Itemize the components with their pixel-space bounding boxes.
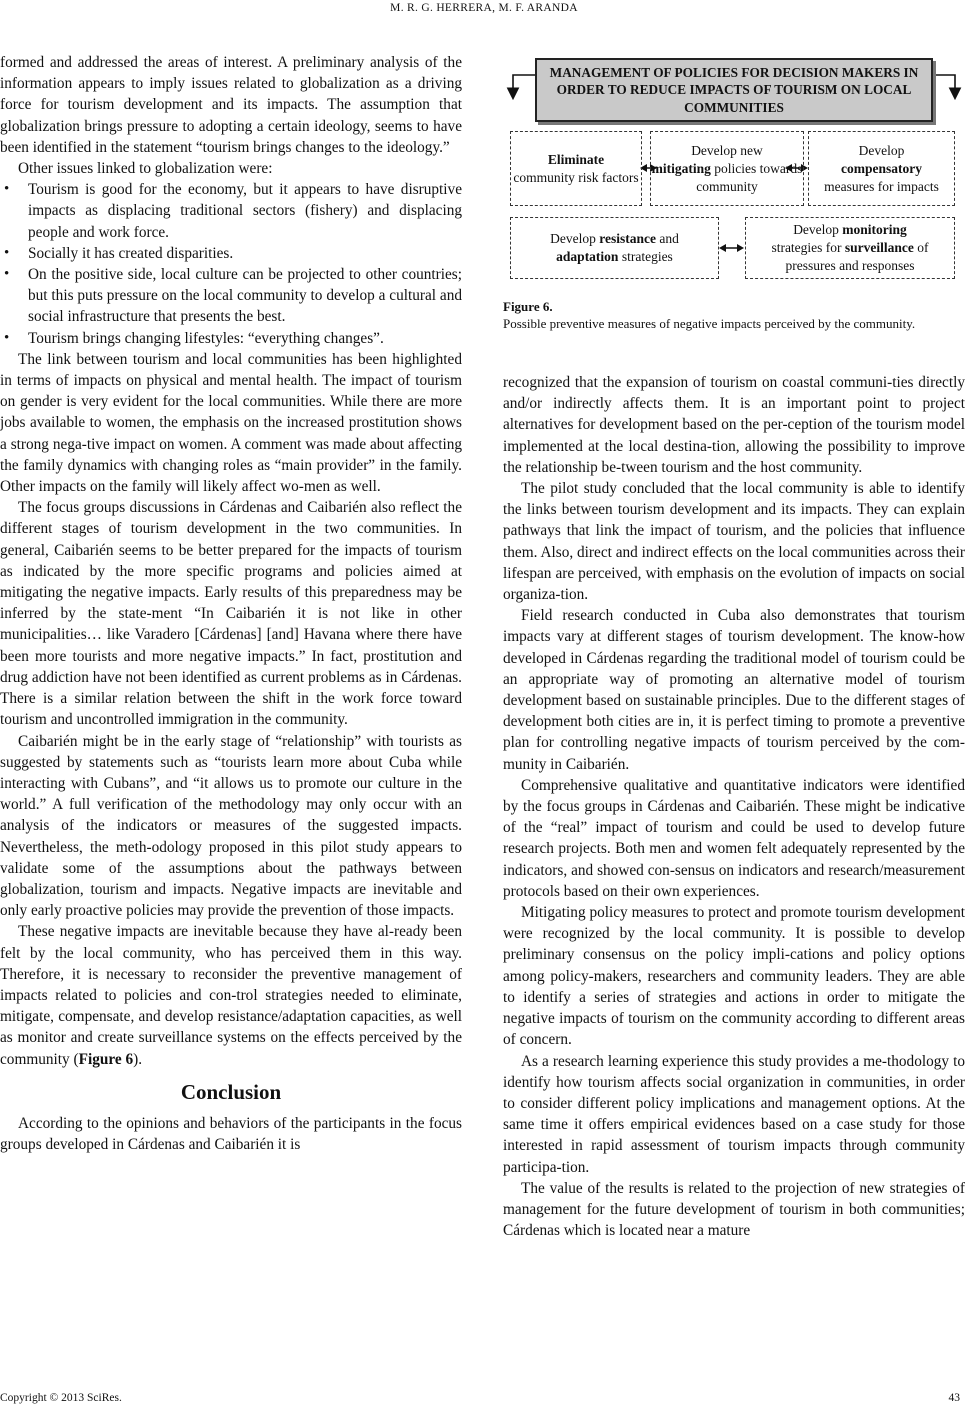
figure-reference-link[interactable]: Figure 6: [78, 1050, 134, 1068]
paragraph: Comprehensive qualitative and quantitative indicators were identified by the focus groups in Cárdenas and Caibarién. These might be indicative of the “real” impact of tourism and could be used to develop future research projects. Both men and women felt adequately represented by the indicators, and showed con-sensus on indicators and research/measurement protocols based on their own experiences.: [503, 776, 965, 900]
eliminate-label: Eliminate: [547, 151, 605, 167]
figure-caption: [503, 298, 965, 332]
right-column: [503, 372, 965, 1241]
monitoring-box: [745, 217, 955, 279]
arrow-right: [933, 75, 955, 97]
resistance-prefix: Develop: [550, 231, 596, 246]
paragraph: The link between tourism and local communities has been highlighted in terms of impacts on physical and mental health. The impact of tourism on gender is very evident for the local communities. While there are more jobs available to women, the emphasis on the increased prostitution shows a strong nega-tive impact on women. A comment was made about affecting the family dynamics with changing roles as “main provider” in the family. Other impacts on the family will likely affect wo-men as well.: [0, 350, 462, 496]
mitigating-label: mitigating: [651, 160, 711, 176]
paragraph: formed and addressed the areas of interest. A preliminary analysis of the information appears to imply issues related to globalization as a driving force for tourism development and its impacts. The assumption that globalization brings pressure to adopting a certain ideology, seems to have been identified in the statement “tourism brings changes to the ideology.”: [0, 54, 462, 156]
resistance-and: and: [659, 231, 679, 246]
paragraph-text-end: ).: [133, 1050, 143, 1068]
page-number: 43: [948, 1392, 960, 1404]
compensatory-label: compensatory: [841, 160, 922, 176]
resistance-label: resistance: [599, 231, 656, 246]
paragraph: Field research conducted in Cuba also demonstrates that tourism impacts vary at different stages of tourism development. The know-how developed in Cárdenas regarding the traditional model of tourism could be an appropriate way of promoting an alternative model of tourism development based on sustainable principles. Due to the different stages of development both cities are in, it is perfect timing to promote a preventive plan for controlling negative impacts of tourism perceived by the com-munity in Caibarién.: [503, 607, 965, 773]
list-item: • Tourism is good for the economy, but it appears to have disruptive impacts as displacing traditional sectors (fishery) and displacing people and work force.: [0, 179, 462, 243]
paragraph: According to the opinions and behaviors of the participants in the focus groups developed in Cárdenas and Caibarién it is: [0, 1114, 462, 1154]
paragraph: [0, 921, 462, 1069]
mitigating-text: policies towards community: [696, 160, 803, 194]
caption-title: Figure 6.: [503, 299, 553, 314]
paragraph: The pilot study concluded that the local community is able to identify the links between tourism development and its impacts. They can explain pathways that link the impact of tourism, and the policies that influence them. Also, direct and indirect effects on the local communities across their lifespan are perceived, with emphasis on the evolution of impacts on social organiza-tion.: [503, 480, 965, 604]
compensatory-text: measures for impacts: [824, 178, 939, 194]
paragraph: As a research learning experience this study provides a me-thodology to identify how tourism affects social organization in communities, in order to consider different policy implications and management options. At the same time it offers empirical evidences based on a case study for those interested in rapid assessment of tourism impacts through community participa-tion.: [503, 1052, 965, 1176]
running-header: M. R. G. HERRERA, M. F. ARANDA: [390, 2, 578, 14]
resistance-box: [510, 217, 719, 279]
caption-text: Possible preventive measures of negative impacts perceived by the community.: [503, 316, 916, 331]
resistance-text: strategies: [621, 249, 673, 264]
paragraph: Caibarién might be in the early stage of “relationship” with tourists as suggested by statements such as “tourists learn more about Cuba while interacting with Cubans”, and “it allows us to promote our culture in the world.” A full verification of the methodology may only occur with an analysis of the indicators or measures of the suggested impacts. Nevertheless, the meth-odology proposed in this pilot study appears to validate some of the assumptions about the pathways between globalization, tourism and impacts. Negative impacts are inevitable and only early proactive policies may provide the prevention of those impacts.: [0, 732, 462, 920]
paragraph-text: These negative impacts are inevitable because they have al-ready been felt by the local community, who has perceived them in this way. Therefore, it is necessary to reconsider the preventive management of impacts related to policies and con-trol strategies needed to eliminate, mitigate, compensate, and develop resistance/adaptation capacities, as well as monitor and create surveillance systems on the effects perceived by the community (: [0, 923, 462, 1068]
list-item: • Tourism brings changing lifestyles: “everything changes”.: [0, 328, 462, 349]
paragraph: The focus groups discussions in Cárdenas and Caibarién also reflect the different stages of tourism development in the two communities. In general, Caibarién seems to be better prepared for the impacts of tourism as indicated by the more specific programs and policies aimed at mitigating the negative impacts. Early results of this preparedness may be inferred by the state-ment “In Caibarién it is not like in other municipalities… like Varadero [Cárdenas] [and] Havana where there have been more tourists and more negative impacts.” In fact, prostitution and drug addiction have not been identified as current problems as in Cárdenas. There is a similar relation between the shift in the work force toward tourism and uncontrolled immigration in the community.: [0, 499, 462, 729]
compensatory-box: [808, 131, 955, 206]
arrow-left: [513, 75, 535, 97]
eliminate-text: community risk factors: [513, 169, 639, 185]
compensatory-prefix: Develop: [858, 142, 905, 158]
paragraph: Other issues linked to globalization were:: [18, 160, 273, 178]
paragraph: recognized that the expansion of tourism on coastal communi-ties directly and/or indirectly affects them. It is an important point to project alternatives for development based on the per-ception of the tourism model implemented at the local destina-tion, allowing the possibility to improve the relationship be-tween tourism and the host community.: [503, 374, 965, 476]
figure-6-diagram: [503, 55, 965, 285]
monitoring-text: of pressures and responses: [785, 240, 929, 273]
paragraph: Mitigating policy measures to protect and promote tourism development were recognized by the local community. It is possible to develop preliminary consensus on the policy impli-cations and policy options among policy-makers, researchers and community leaders. They are able to identify a series of strategies and actions in order to mitigate the negative impacts of tourism on the community according to different areas of concern.: [503, 904, 965, 1049]
left-column: [0, 52, 462, 1155]
double-arrow-3: [719, 244, 744, 252]
surveillance-label: surveillance: [844, 240, 914, 255]
paragraph: The value of the results is related to the projection of new strategies of management for the future development of tourism in both communities; Cárdenas which is located near a mature: [503, 1179, 965, 1240]
monitoring-prefix: Develop: [793, 222, 839, 237]
copyright-footer: Copyright © 2013 SciRes.: [0, 1392, 122, 1404]
list-item: • On the positive side, local culture can be projected to other countries; but this puts pressure on the local community to develop a cultural and social infrastructure that presents the best.: [0, 264, 462, 328]
eliminate-box: [510, 131, 642, 206]
management-policies-box: MANAGEMENT OF POLICIES FOR DECISION MAKERS IN ORDER TO REDUCE IMPACTS OF TOURISM ON LOCAL COMMUNITIES: [535, 58, 933, 122]
monitoring-mid: strategies for: [771, 240, 842, 255]
monitoring-label: monitoring: [842, 222, 907, 237]
section-heading: Conclusion: [180, 1079, 282, 1104]
mitigating-prefix: Develop new: [691, 142, 763, 158]
list-item: • Socially it has created disparities.: [0, 243, 462, 264]
mitigating-box: [650, 131, 804, 206]
adaptation-label: adaptation: [556, 249, 619, 264]
bullet-list: [0, 179, 462, 349]
